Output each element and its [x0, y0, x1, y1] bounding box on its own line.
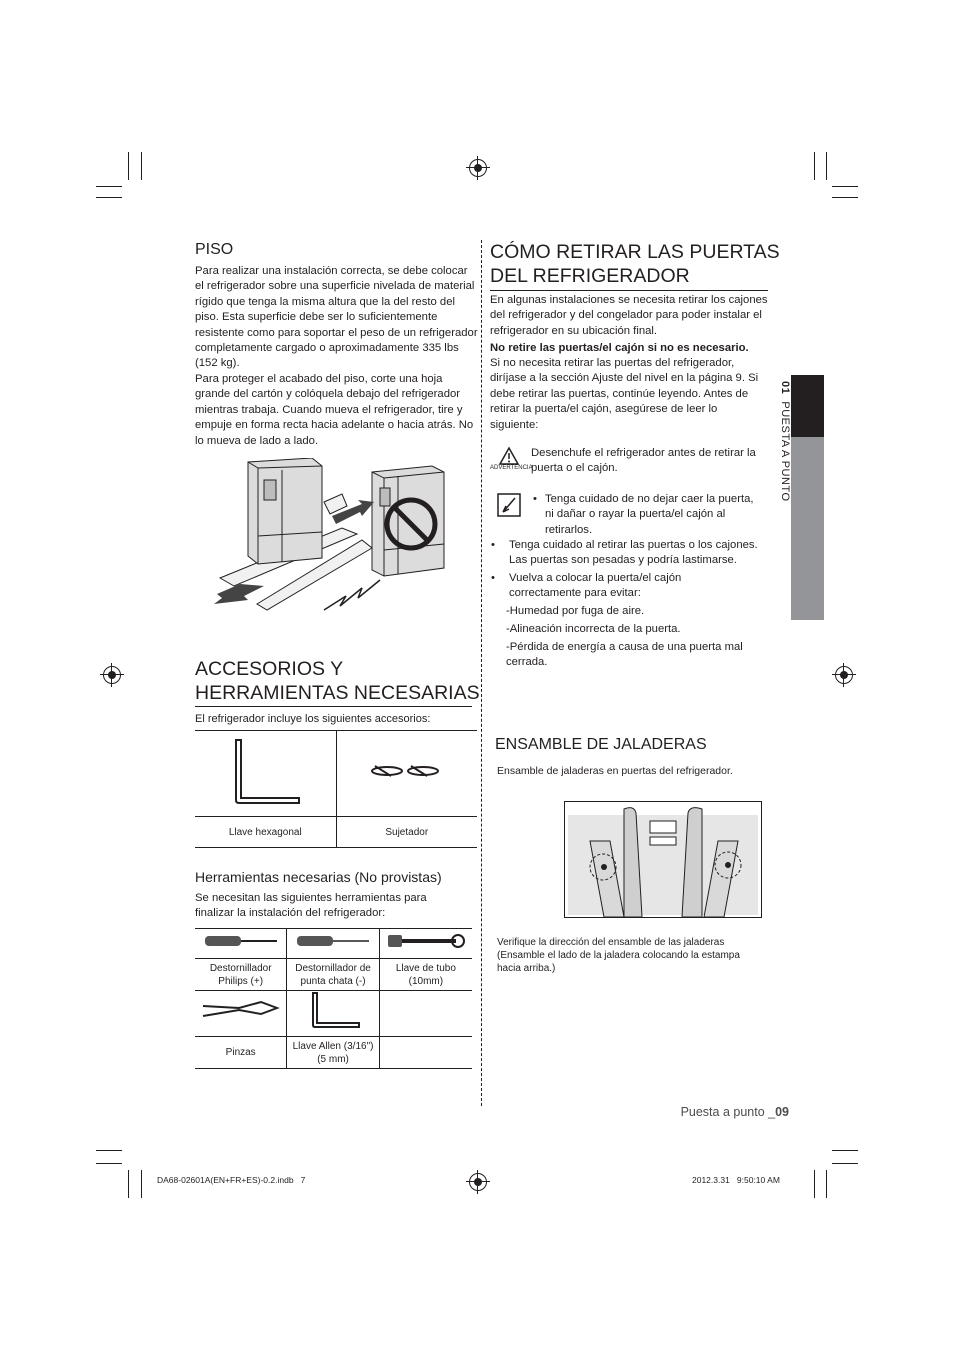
handles-intro: Ensamble de jaladeras en puertas del refrigerador. [497, 765, 733, 777]
bullet-careful: Tenga cuidado al retirar las puertas o los cajones. Las puertas son pesadas y podría lastimarse. [509, 539, 758, 567]
tools-heading: Herramientas necesarias (No provistas) [195, 869, 442, 885]
socket-wrench-icon [384, 929, 468, 953]
tool-label-pliers: Pinzas [195, 1037, 287, 1069]
warning-label: ADVERTENCIA [490, 465, 533, 471]
registration-mark-right [835, 666, 853, 684]
accessories-table [195, 730, 477, 848]
tool-label-empty [379, 1037, 472, 1069]
accessories-intro: El refrigerador incluye los siguientes accesorios: [195, 713, 431, 725]
side-tab-number: 01 [779, 381, 791, 395]
handles-heading: ENSAMBLE DE JALADERAS [495, 736, 707, 753]
page-number: 09 [775, 1105, 789, 1119]
side-tab-label: PUESTA A PUNTO [779, 401, 791, 502]
piso-paragraph: Para realizar una instalación correcta, se debe colocar el refrigerador sobre una superficie nivelada de material rígido que tenga la misma altura que la del resto del piso. Esta superficie debe ser lo suficientemente resistente como para soportar el peso de un refrigerador completamente cargado o aproximadamente 335 lbs (152 kg). [195, 265, 478, 370]
doors-warning-bold: No retire las puertas/el cajón si no es necesario. [490, 342, 749, 354]
remove-doors-heading: CÓMO RETIRAR LAS PUERTAS DEL REFRIGERADOR [490, 241, 780, 287]
registration-mark-bottom [469, 1173, 487, 1191]
hex-key-icon [225, 736, 305, 806]
note-bullet: Tenga cuidado de no dejar caer la puerta, ni dañar o rayar la puerta/el cajón al retirarlos. [545, 493, 754, 536]
phillips-screwdriver-icon [199, 931, 283, 951]
accessory-label-hex: Llave hexagonal [195, 817, 336, 848]
column-divider [481, 240, 482, 1106]
allen-key-icon [291, 991, 375, 1031]
page-footer: Puesta a punto _09 [680, 1105, 789, 1119]
piso-paragraph-2: Para proteger el acabado del piso, corte una hoja grande del cartón y colóquela debajo del refrigerador mientras trabaja. Cuando mueva el refrigerador, tire y empuje en forma recta hacia adelante o hacia atrás. No lo mueva de lado a lado. [195, 373, 474, 447]
piso-heading: PISO [195, 241, 234, 258]
warning-triangle-icon [498, 446, 520, 466]
pliers-icon [199, 996, 283, 1026]
note-icon [496, 492, 522, 518]
clip-fastener-icon [367, 756, 447, 786]
handles-note: Verifique la dirección del ensamble de las jaladeras (Ensamble el lado de la jaladera colocando la estampa hacia arriba.) [497, 937, 740, 974]
floor-moving-illustration [212, 458, 464, 618]
tool-label-socket: Llave de tubo (10mm) [395, 962, 456, 987]
tools-table [195, 928, 472, 1069]
flat-screwdriver-icon [291, 931, 375, 951]
accessories-heading: ACCESORIOS Y HERRAMIENTAS NECESARIAS [195, 658, 480, 704]
registration-mark-left [103, 666, 121, 684]
tools-intro: Se necesitan las siguientes herramientas para finalizar la instalación del refrigerador: [195, 892, 427, 920]
print-file-info: DA68-02601A(EN+FR+ES)-0.2.indb 7 [157, 1175, 306, 1185]
doors-intro: En algunas instalaciones se necesita retirar los cajones del refrigerador y del congelador para poder instalar el refrigerador en su ubicación final. [490, 294, 768, 337]
print-date-info: 2012.3.31 9:50:10 AM [692, 1175, 780, 1185]
registration-mark-top [469, 159, 487, 177]
warning-text: Desenchufe el refrigerador antes de retirar la puerta o el cajón. [531, 447, 756, 475]
dash-humidity: -Humedad por fuga de aire. [506, 605, 645, 617]
dash-alignment: -Alineación incorrecta de la puerta. [506, 623, 681, 635]
tool-label-flat: Destornillador de punta chata (-) [287, 959, 379, 991]
bullet-replace: Vuelva a colocar la puerta/el cajón correctamente para evitar: [509, 572, 682, 600]
side-tab [771, 375, 824, 620]
tool-label-phillips: Destornillador Philips (+) [195, 959, 287, 991]
accessory-label-clip: Sujetador [385, 826, 429, 838]
handle-assembly-illustration [564, 801, 762, 918]
doors-instructions: Si no necesita retirar las puertas del refrigerador, diríjase a la sección Ajuste del nivel en la página 9. Si debe retirar las puertas, continúe leyendo. Antes de retirar la puerta/el cajón, asegúrese de leer lo siguiente: [490, 357, 759, 431]
dash-energy: -Pérdida de energía a causa de una puerta mal cerrada. [506, 641, 743, 669]
tool-label-allen: Llave Allen (3/16") (5 mm) [287, 1037, 379, 1069]
